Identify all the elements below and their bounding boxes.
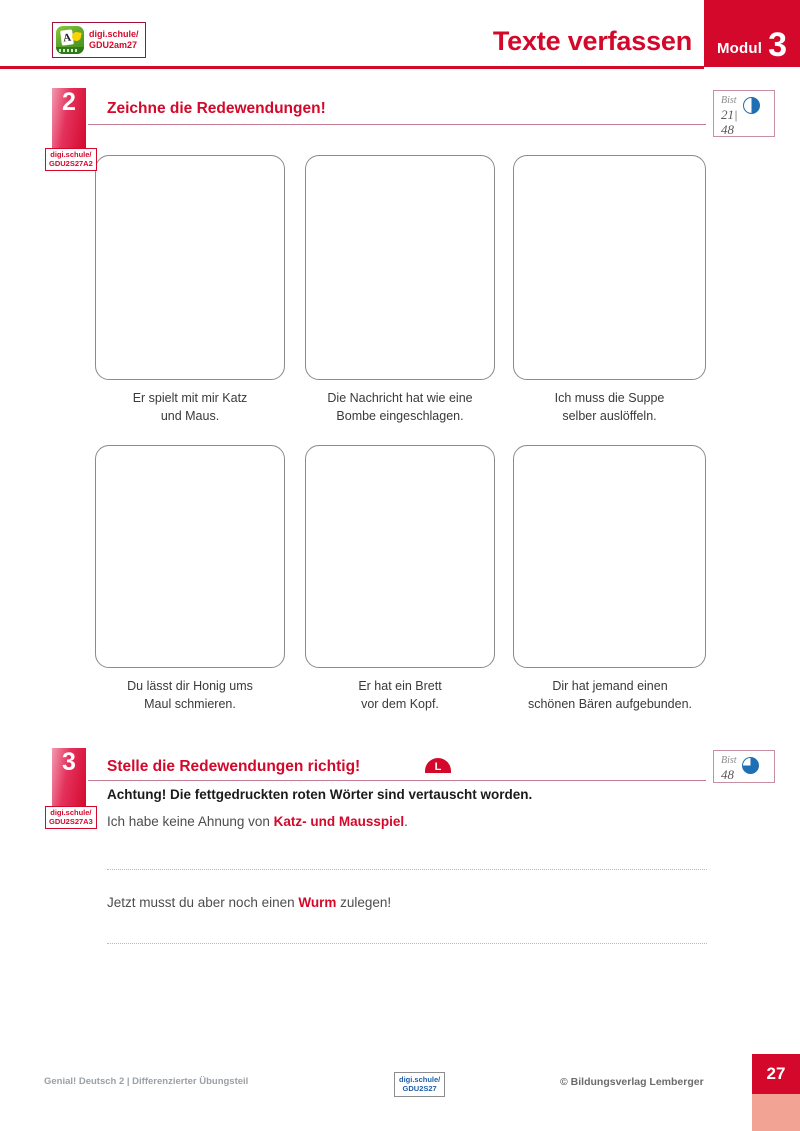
footer-digi-line1: digi.schule/: [399, 1075, 441, 1084]
draw-box[interactable]: [513, 155, 706, 380]
digi-code-badge-task2[interactable]: [45, 148, 97, 171]
item-highlight: Katz- und Mausspiel: [273, 814, 405, 829]
module-block: [704, 0, 800, 67]
score-label-task3: Bist: [721, 755, 737, 766]
caption-line1: Ich muss die Suppe: [554, 391, 665, 405]
draw-box[interactable]: [95, 155, 285, 380]
half-pie-icon: [743, 97, 760, 114]
task-2-number: 2: [62, 88, 76, 116]
card-letter: A: [60, 29, 74, 45]
task-2-title: Zeichne die Redewendungen!: [107, 100, 326, 117]
page-number: 27: [752, 1054, 800, 1094]
score-value-top-task2: 21|: [721, 106, 738, 122]
score-label-task2: Bist: [721, 95, 737, 106]
score-box-task2: [713, 90, 775, 137]
task-3-item: [107, 895, 391, 910]
footer-copyright: © Bildungsverlag Lemberger: [560, 1076, 704, 1088]
digi-code-task3-line1: digi.schule/: [50, 808, 92, 817]
answer-line[interactable]: [107, 943, 707, 944]
task-3-item: [107, 814, 408, 829]
caption-line2: und Maus.: [160, 409, 220, 424]
draw-box-caption: [300, 389, 500, 425]
task-3-instruction: Achtung! Die fettgedruckten roten Wörter sind vertauscht worden.: [107, 787, 533, 802]
level-badge-icon: [425, 758, 451, 773]
module-number: 3: [768, 26, 788, 65]
item-suffix: .: [404, 814, 408, 829]
item-suffix: zulegen!: [336, 895, 392, 910]
page-number-fade-block: [752, 1094, 800, 1131]
score-box-task3: [713, 750, 775, 783]
caption-line1: Die Nachricht hat wie eine: [327, 391, 473, 405]
task-3-title: Stelle die Redewendungen richtig!: [107, 758, 361, 775]
draw-box[interactable]: [305, 445, 495, 668]
answer-line[interactable]: [107, 869, 707, 870]
task-3-number: 3: [62, 748, 76, 776]
digi-code-task2-line2: GDU2S27A2: [49, 159, 93, 169]
draw-box-caption: [505, 677, 715, 713]
caption-line1: Du lässt dir Honig ums: [127, 679, 253, 693]
digi-code-task3-line2: GDU2S27A3: [49, 817, 93, 827]
digi-code-badge-task3[interactable]: [45, 806, 97, 829]
footer-left-text: Genial! Deutsch 2 | Differenzierter Übungsteil: [44, 1076, 249, 1087]
draw-box[interactable]: [305, 155, 495, 380]
module-label: Modul: [716, 40, 763, 57]
task-3-number-badge: [52, 748, 86, 812]
caption-line2: selber auslöffeln.: [562, 409, 657, 424]
app-card-icon: [56, 26, 84, 54]
draw-box[interactable]: [513, 445, 706, 668]
item-prefix: Ich habe keine Ahnung von: [107, 814, 274, 829]
draw-box-caption: [95, 389, 285, 425]
caption-line1: Dir hat jemand einen: [552, 679, 668, 693]
task-2-number-badge: [52, 88, 86, 152]
digi-schule-badge-header[interactable]: [52, 22, 146, 58]
digi-badge-line1: digi.schule/: [89, 28, 139, 39]
draw-box-caption: [95, 677, 285, 713]
level-badge-letter: L: [434, 760, 442, 773]
score-value-bottom-task2: 48: [721, 122, 734, 138]
caption-line2: Bombe eingeschlagen.: [336, 409, 464, 424]
leaf-shape: [71, 31, 81, 41]
caption-line1: Er hat ein Brett: [358, 679, 442, 693]
item-prefix: Jetzt musst du aber noch einen: [107, 895, 299, 910]
icon-band: [56, 47, 84, 54]
task-2-underline: [88, 124, 706, 125]
caption-line2: schönen Bären aufgebunden.: [527, 697, 693, 712]
digi-schule-badge-footer[interactable]: [394, 1072, 445, 1097]
draw-box[interactable]: [95, 445, 285, 668]
three-quarter-pie-icon: [742, 757, 759, 774]
item-highlight: Wurm: [298, 895, 337, 910]
digi-badge-code: [89, 29, 139, 52]
caption-line2: vor dem Kopf.: [361, 697, 439, 712]
score-value-task3: 48: [721, 766, 734, 782]
draw-box-caption: [513, 389, 706, 425]
header-divider: [0, 66, 704, 69]
caption-line1: Er spielt mit mir Katz: [132, 391, 248, 405]
page-title: Texte verfassen: [492, 26, 692, 56]
draw-box-caption: [305, 677, 495, 713]
caption-line2: Maul schmieren.: [144, 697, 236, 712]
footer-digi-line2: GDU2S27: [402, 1084, 437, 1094]
digi-badge-line2: GDU2am27: [89, 40, 138, 50]
digi-code-task2-line1: digi.schule/: [50, 150, 92, 159]
task-3-underline: [88, 780, 706, 781]
